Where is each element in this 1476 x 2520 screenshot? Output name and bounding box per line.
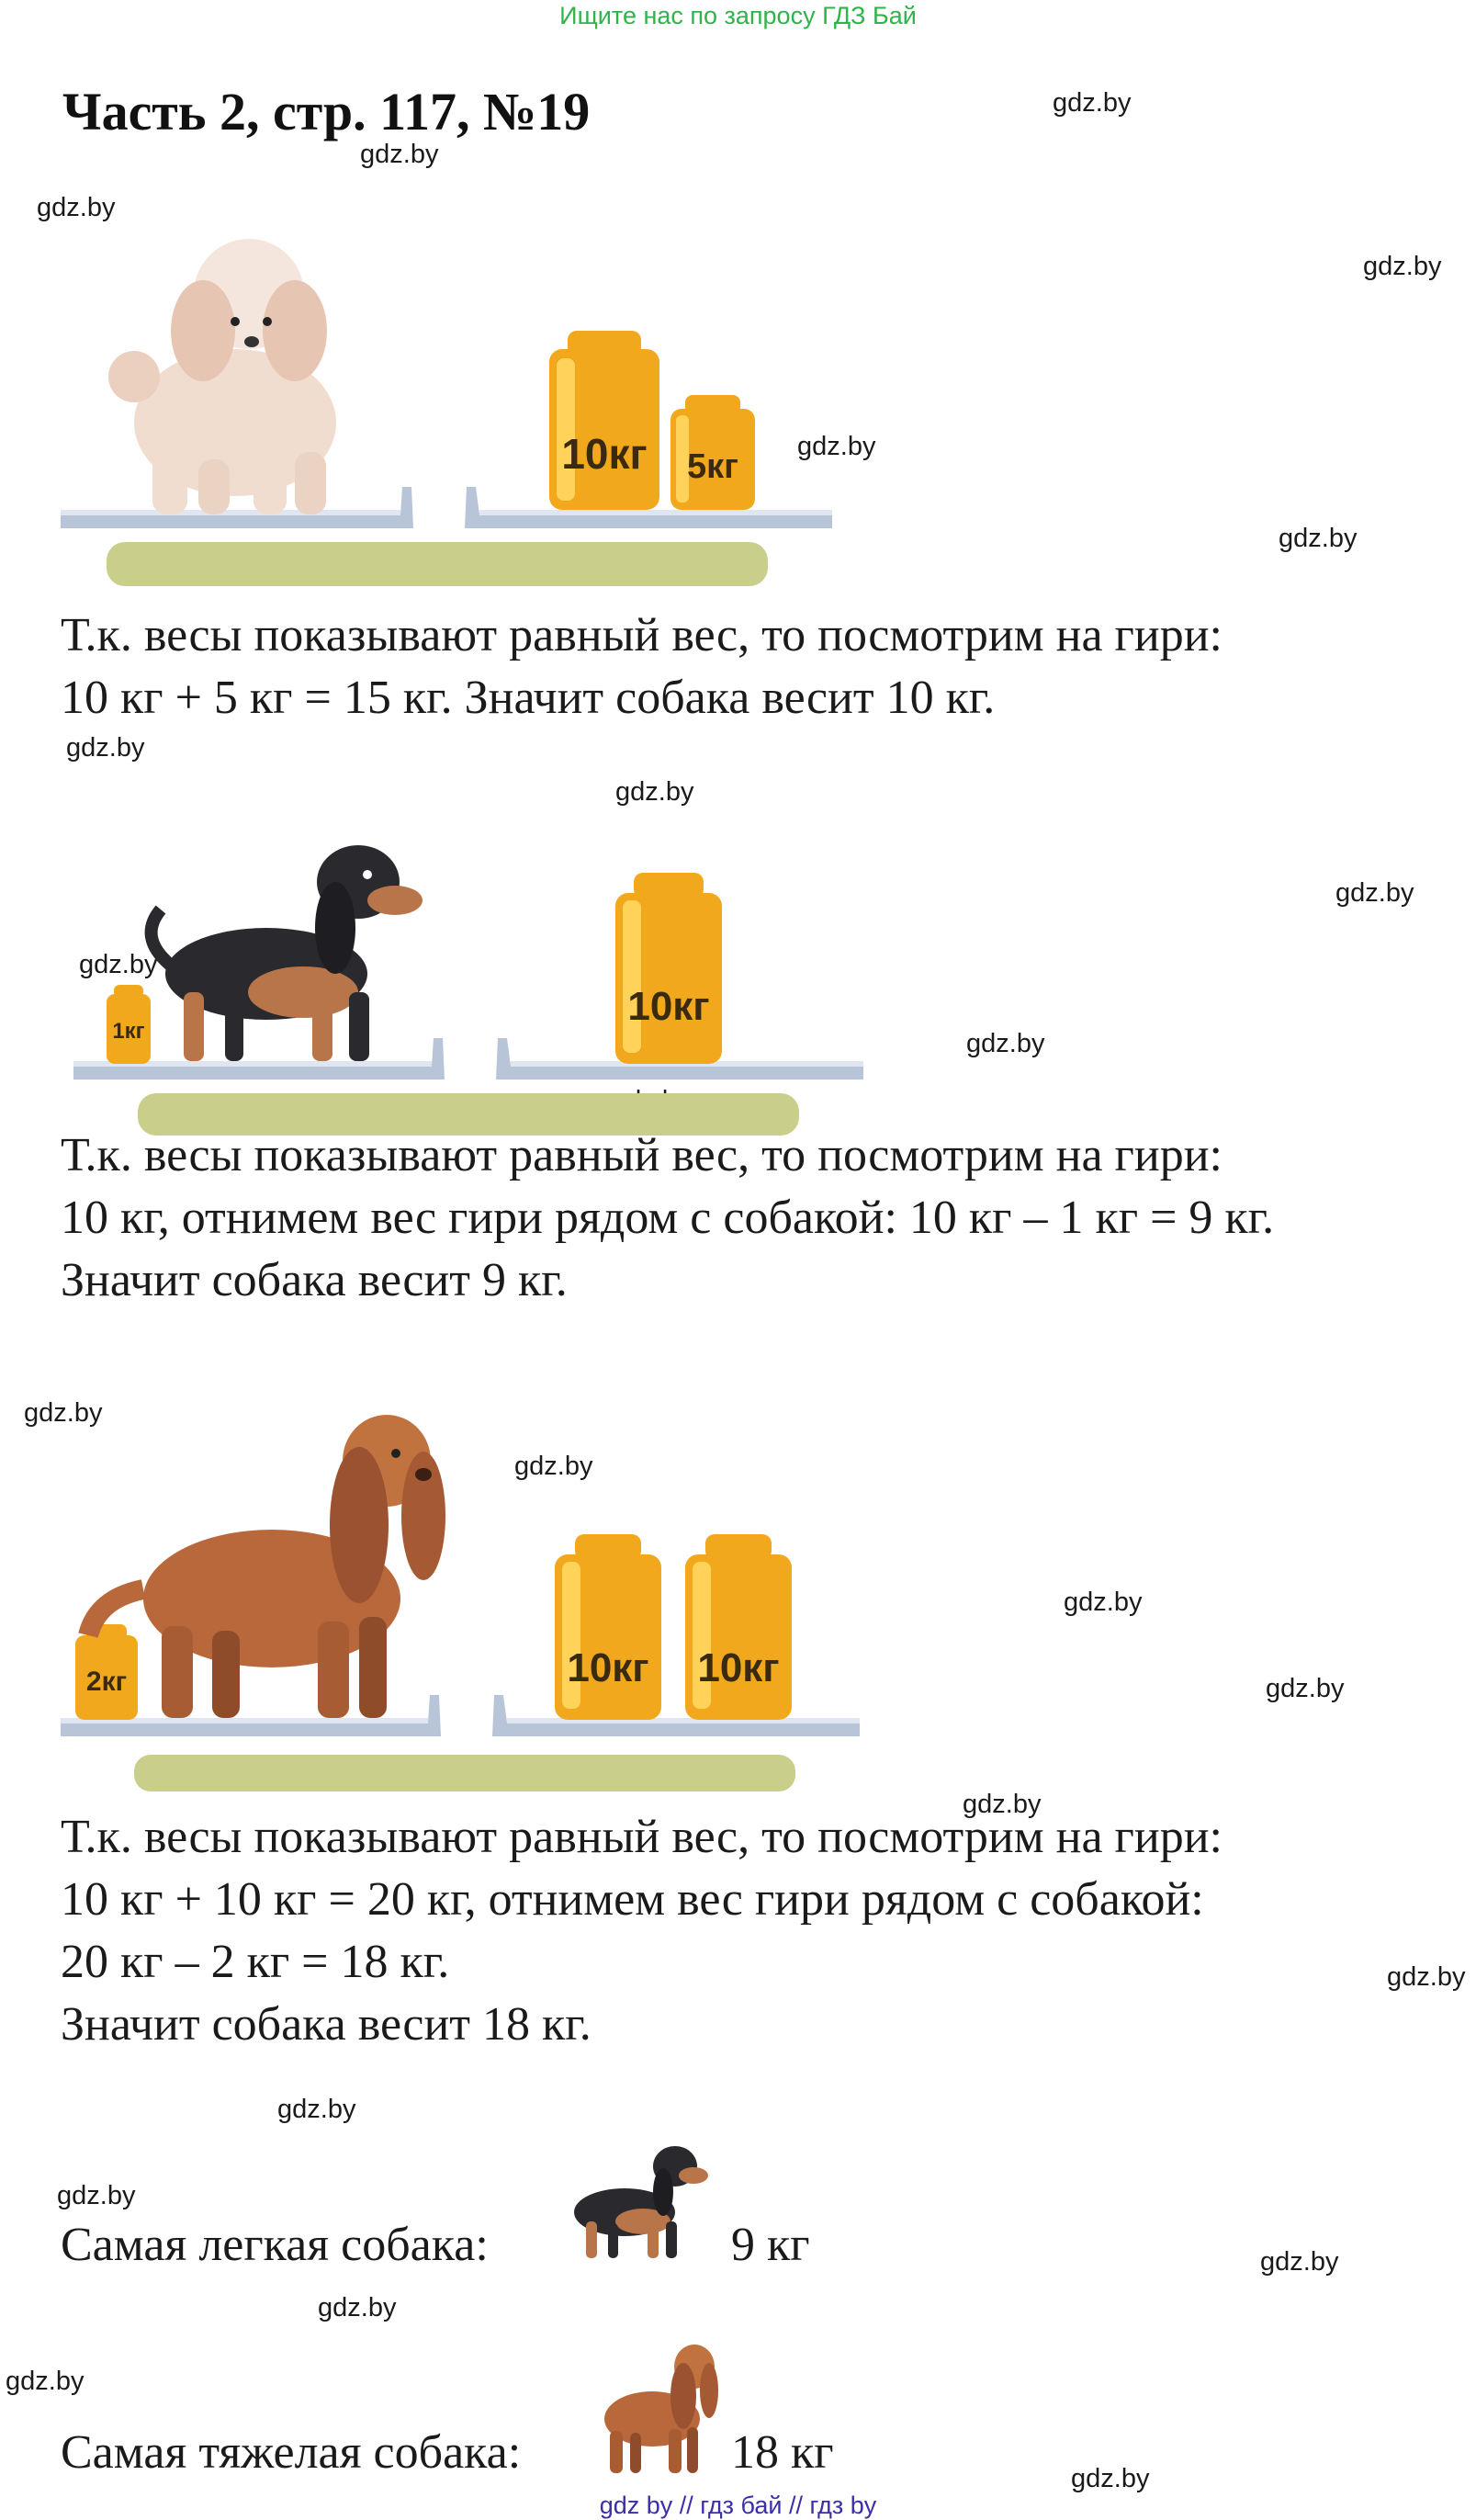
watermark: gdz.by bbox=[79, 950, 158, 979]
page-title: Часть 2, стр. 117, №19 bbox=[62, 82, 591, 141]
weight-10kg-icon bbox=[549, 331, 659, 510]
dachshund-icon bbox=[152, 845, 423, 1061]
weight-label: 10кг bbox=[561, 430, 648, 478]
watermark: gdz.by bbox=[1335, 878, 1414, 908]
answer3-line3: 20 кг – 2 кг = 18 кг. bbox=[61, 1936, 450, 1988]
scale-right-tray bbox=[492, 1695, 860, 1736]
weight-10kg-icon bbox=[615, 873, 722, 1064]
weight-label: 2кг bbox=[85, 1667, 128, 1697]
weight-5kg-icon bbox=[670, 395, 755, 510]
watermark: gdz.by bbox=[318, 2293, 397, 2322]
lightest-label: Самая легкая собака: bbox=[61, 2219, 489, 2271]
scale-illustration-2 bbox=[73, 808, 873, 1158]
watermark: gdz.by bbox=[966, 1029, 1045, 1058]
scale-illustration-1 bbox=[61, 211, 841, 597]
scale-base bbox=[107, 542, 768, 586]
top-banner[interactable]: Ищите нас по запросу ГДЗ Бай bbox=[559, 2, 917, 29]
watermark: gdz.by bbox=[797, 432, 876, 461]
answer3-line2: 10 кг + 10 кг = 20 кг, отнимем вес гири рядом с собакой: bbox=[61, 1873, 1204, 1926]
watermark: gdz.by bbox=[1071, 2464, 1150, 2493]
weight-label: 10кг bbox=[567, 1645, 649, 1690]
scale-base bbox=[134, 1755, 795, 1791]
answer2-line2: 10 кг, отнимем вес гири рядом с собакой: 10 кг – 1 кг = 9 кг. bbox=[61, 1192, 1275, 1244]
watermark: gdz.by bbox=[1266, 1674, 1345, 1703]
weight-10kg-icon bbox=[685, 1534, 792, 1720]
watermark: gdz.by bbox=[1387, 1962, 1466, 1992]
watermark: gdz.by bbox=[360, 140, 439, 169]
weight-label: 10кг bbox=[627, 984, 710, 1029]
watermark: gdz.by bbox=[1260, 2247, 1339, 2277]
answer3-line4: Значит собака весит 18 кг. bbox=[61, 1998, 592, 2051]
watermark: gdz.by bbox=[24, 1398, 103, 1428]
watermark: gdz.by bbox=[963, 1790, 1042, 1819]
watermark: gdz.by bbox=[66, 733, 145, 763]
watermark: gdz.by bbox=[1064, 1588, 1143, 1617]
heaviest-label: Самая тяжелая собака: bbox=[61, 2426, 522, 2479]
answer2-line1: Т.к. весы показывают равный вес, то посмотрим на гири: bbox=[61, 1129, 1222, 1181]
weight-2kg-icon bbox=[75, 1624, 138, 1720]
weight-label: 1кг bbox=[112, 1019, 145, 1044]
weight-10kg-icon bbox=[555, 1534, 661, 1720]
watermark: gdz.by bbox=[6, 2367, 85, 2396]
answer3-line1: Т.к. весы показывают равный вес, то посмотрим на гири: bbox=[61, 1811, 1222, 1863]
footer-links[interactable]: gdz by // гдз бай // гдз by bbox=[599, 2492, 877, 2519]
watermark: gdz.by bbox=[37, 193, 116, 222]
heaviest-value: 18 кг bbox=[731, 2426, 834, 2479]
answer2-line3: Значит собака весит 9 кг. bbox=[61, 1254, 568, 1306]
watermark: gdz.by bbox=[1053, 88, 1132, 118]
watermark: gdz.by bbox=[1363, 252, 1442, 281]
watermark: gdz.by bbox=[277, 2095, 356, 2124]
scale-illustration-3 bbox=[61, 1387, 869, 1791]
answer1-line2: 10 кг + 5 кг = 15 кг. Значит собака весит 10 кг. bbox=[61, 672, 996, 724]
weight-1kg-icon bbox=[107, 985, 151, 1064]
lightest-dog-icon bbox=[560, 2130, 716, 2267]
heaviest-dog-icon bbox=[595, 2332, 724, 2479]
weight-label: 10кг bbox=[697, 1645, 780, 1690]
watermark: gdz.by bbox=[57, 2181, 136, 2210]
answer1-line1: Т.к. весы показывают равный вес, то посмотрим на гири: bbox=[61, 609, 1222, 661]
poodle-icon bbox=[108, 239, 336, 514]
watermark: gdz.by bbox=[514, 1452, 593, 1481]
watermark: gdz.by bbox=[1279, 524, 1358, 553]
lightest-value: 9 кг bbox=[731, 2219, 810, 2271]
weight-label: 5кг bbox=[687, 447, 738, 486]
spaniel-icon bbox=[85, 1415, 445, 1718]
watermark: gdz.by bbox=[615, 777, 694, 807]
